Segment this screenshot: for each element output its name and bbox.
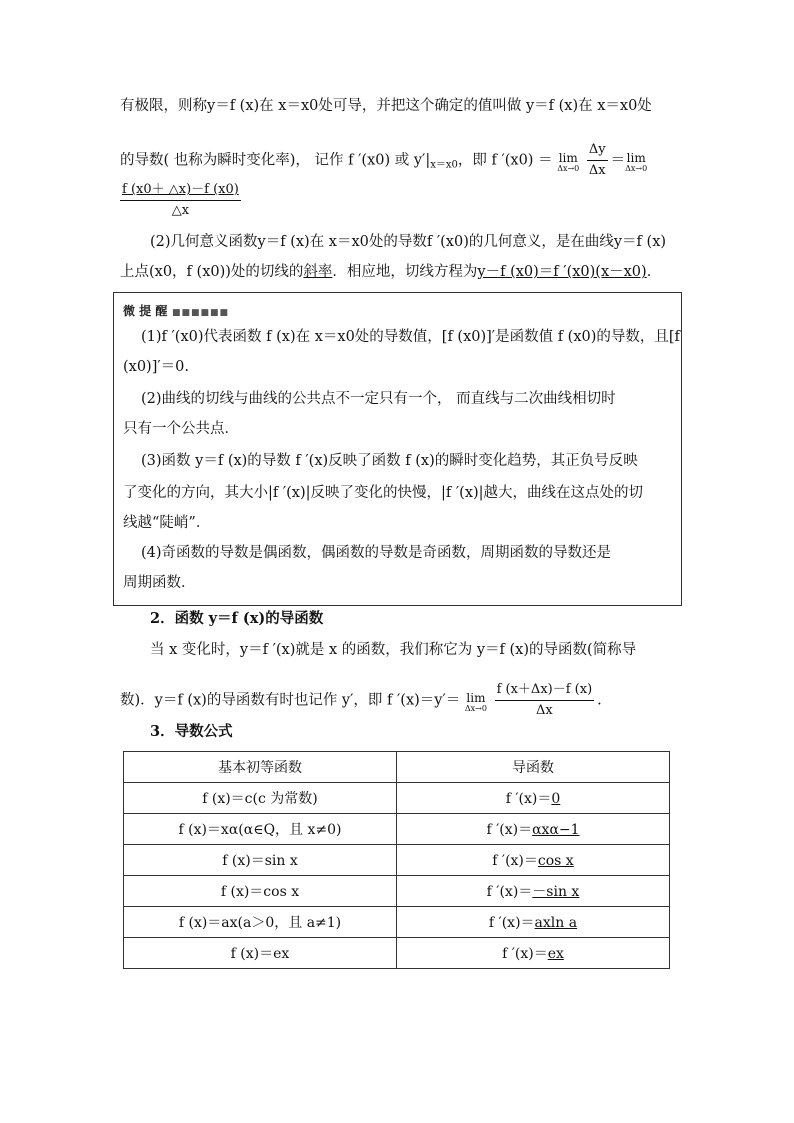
table-row bbox=[124, 845, 670, 876]
answer-blank: axln a bbox=[534, 915, 578, 931]
derivative-cell: f ′(x)＝axln a bbox=[397, 907, 670, 938]
answer-slope: 斜率 bbox=[303, 264, 333, 280]
tip-2-line-1: (2)曲线的切线与曲线的公共点不一定只有一个， 而直线与二次曲线相切时 bbox=[141, 391, 616, 407]
geometric-meaning-line-1: (2)几何意义函数y＝f (x)在 x＝x0处的导数f ′(x0)的几何意义，是在曲线y＝f (x) bbox=[150, 234, 667, 250]
derivative-formula-table bbox=[123, 751, 670, 969]
function-cell: f (x)＝cos x bbox=[124, 876, 397, 907]
tip-3-line-3: 线越“陡峭”． bbox=[123, 515, 211, 531]
tip-box bbox=[113, 292, 682, 606]
section-2-heading: 2．函数 y＝f (x)的导函数 bbox=[150, 610, 324, 627]
derivative-fraction: $\frac{f (x+\Delta x)-f (x)}{\Delta x}$ bbox=[496, 682, 593, 718]
answer-blank: αxα−1 bbox=[532, 822, 580, 838]
section-2-line-1: 当 x 变化时，y＝f ′(x)就是 x 的函数，我们称它为 y＝f (x)的导函数(简称导 bbox=[150, 642, 637, 658]
derivative-cell: f ′(x)＝ex bbox=[397, 938, 670, 969]
derivative-cell: f ′(x)＝0 bbox=[397, 783, 670, 814]
difference-quotient-denominator: △x bbox=[171, 203, 190, 218]
function-cell: f (x)＝xα(α∈Q，且 x≠0) bbox=[124, 814, 397, 845]
difference-quotient-numerator: f (x0＋ △x)－f (x0) bbox=[120, 180, 241, 201]
table-header: 基本初等函数 bbox=[124, 752, 397, 783]
table-row bbox=[124, 876, 670, 907]
tip-dots-icon: ■■■■■■ bbox=[171, 308, 229, 318]
answer-blank: －sin x bbox=[532, 884, 580, 900]
definition-line-1: 有极限，则称y＝f (x)在 x＝x0处可导，并把这个确定的值叫做 y＝f (x)在 x＝x0处 bbox=[120, 98, 652, 114]
delta-fraction: $\frac{\Delta y}{\Delta x}$ bbox=[588, 142, 606, 178]
function-cell: f (x)＝ax(a＞0，且 a≠1) bbox=[124, 907, 397, 938]
limit-symbol-3: lim Δx→0 bbox=[464, 690, 487, 713]
tip-3-line-1: (3)函数 y＝f (x)的导数 f ′(x)反映了函数 f (x)的瞬时变化趋势，其正负号反映 bbox=[141, 453, 638, 469]
section-2-line-2: 数)．y＝f (x)的导函数有时也记作 y′，即 f ′(x)＝y′＝ lim Δx→0 $\frac{f (x+\Delta x)-f (x)}{\Delta x}$ . bbox=[120, 680, 602, 721]
function-cell: f (x)＝sin x bbox=[124, 845, 397, 876]
derivative-cell: f ′(x)＝－sin x bbox=[397, 876, 670, 907]
tip-1-line-1: (1)f ′(x0)代表函数 f (x)在 x＝x0处的导数值，[f (x0)]′是函数值 f (x0)的导数，且[f bbox=[141, 329, 680, 345]
tip-3-line-2: 了变化的方向，其大小|f ′(x)|反映了变化的快慢，|f ′(x)|越大，曲线在这点处的切 bbox=[123, 485, 644, 501]
definition-line-2 bbox=[120, 140, 647, 181]
tip-2-line-2: 只有一个公共点． bbox=[123, 421, 239, 437]
answer-blank: ex bbox=[547, 946, 564, 962]
difference-quotient bbox=[120, 180, 241, 221]
answer-tangent-equation: y－f (x0)＝f ′(x0)(x－x0) bbox=[477, 264, 647, 280]
answer-blank: cos x bbox=[537, 853, 574, 869]
table-row bbox=[124, 907, 670, 938]
table-header: 导函数 bbox=[397, 752, 670, 783]
derivative-cell: f ′(x)＝cos x bbox=[397, 845, 670, 876]
table-header-row bbox=[124, 752, 670, 783]
function-cell: f (x)＝ex bbox=[124, 938, 397, 969]
derivative-cell: f ′(x)＝αxα−1 bbox=[397, 814, 670, 845]
tip-4-line-1: (4)奇函数的导数是偶函数，偶函数的导数是奇函数，周期函数的导数还是 bbox=[141, 545, 612, 561]
tip-1-line-2: (x0)]′＝0. bbox=[123, 359, 190, 375]
limit-symbol: lim Δx→0 bbox=[557, 150, 580, 173]
limit-symbol-2: lim Δx→0 bbox=[625, 150, 648, 173]
geometric-meaning-line-2: 上点(x0，f (x0))处的切线的斜率．相应地，切线方程为y－f (x0)＝f ′(x0)(x－x0)． bbox=[120, 264, 662, 280]
function-cell: f (x)＝c(c 为常数) bbox=[124, 783, 397, 814]
eval-subscript: x＝x0 bbox=[430, 159, 458, 171]
definition-line-2-text: 的导数( 也称为瞬时变化率)， 记作 f ′(x0) 或 y′| bbox=[120, 152, 431, 169]
equals-sign: ＝ bbox=[610, 152, 626, 169]
tip-title: 微 提 醒 ■■■■■■ bbox=[123, 304, 229, 318]
answer-blank: 0 bbox=[551, 791, 561, 807]
definition-line-2-text-b: ，即 f ′(x0) ＝ bbox=[457, 152, 553, 169]
table-row bbox=[124, 783, 670, 814]
table-row bbox=[124, 938, 670, 969]
section-3-heading: 3．导数公式 bbox=[150, 723, 233, 740]
table-row bbox=[124, 814, 670, 845]
tip-4-line-2: 周期函数． bbox=[123, 575, 196, 591]
